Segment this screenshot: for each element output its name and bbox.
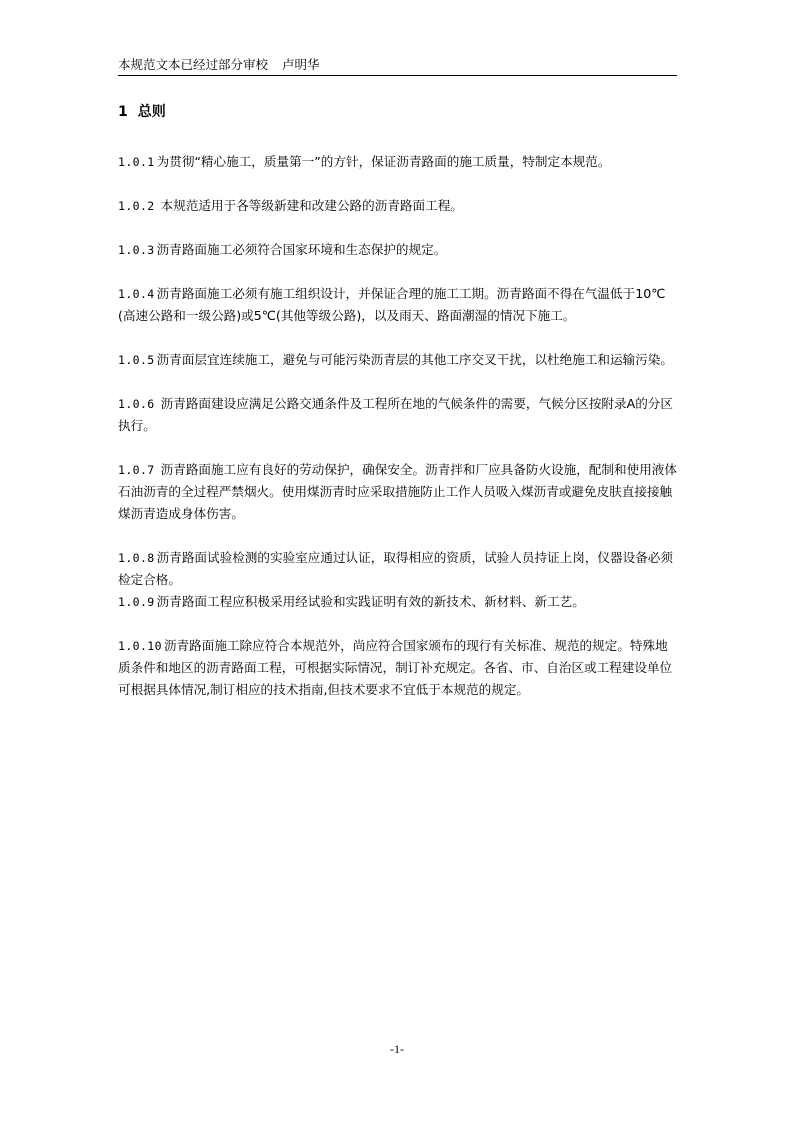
page-footer — [0, 1042, 794, 1057]
page-number: -1- — [390, 1042, 404, 1056]
clause-text: 沥青路面施工必须符合国家环境和生态保护的规定。 — [156, 242, 447, 257]
clause-text: 沥青路面施工必须有施工组织设计，并保证合理的施工工期。沥青路面不得在气温低于10℃(高速公路和一级公路)或5℃(其他等级公路)，以及雨天、路面潮湿的情况下施工。 — [118, 286, 666, 323]
clause-paragraph — [118, 195, 680, 217]
clause-text: 沥青面层宜连续施工，避免与可能污染沥青层的其他工序交叉干扰，以杜绝施工和运输污染。 — [156, 352, 673, 367]
section-title: 总则 — [137, 104, 166, 120]
clause-number: 1.0.4 — [118, 287, 155, 301]
clause-text: 沥青路面施工除应符合本规范外，尚应符合国家颁布的现行有关标准、规范的规定。特殊地质条件和地区的沥青路面工程，可根据实际情况，制订补充规定。各省、市、自治区或工程建设单位可根据具体情况,制订相应的技术指南,但技术要求不宜低于本规范的规定。 — [118, 638, 673, 697]
page-header — [118, 57, 677, 76]
clause-number: 1.0.7 — [118, 463, 155, 477]
section-heading — [118, 103, 166, 121]
clause-text: 沥青路面工程应积极采用经试验和实践证明有效的新技术、新材料、新工艺。 — [156, 594, 585, 609]
clause-number: 1.0.2 — [118, 199, 155, 213]
clause-number: 1.0.8 — [118, 551, 155, 565]
clause-text: 沥青路面建设应满足公路交通条件及工程所在地的气候条件的需要，气候分区按附录A的分区执行。 — [118, 396, 673, 433]
clause-paragraph — [118, 459, 680, 525]
clause-text: 本规范适用于各等级新建和改建公路的沥青路面工程。 — [156, 198, 463, 213]
clause-paragraph — [118, 349, 680, 371]
clause-paragraph — [118, 591, 680, 613]
clause-paragraph — [118, 151, 680, 173]
clause-number: 1.0.5 — [118, 353, 155, 367]
header-reviewer: 卢明华 — [282, 57, 320, 72]
clause-paragraph — [118, 635, 680, 701]
clause-number: 1.0.6 — [118, 397, 155, 411]
clause-paragraph — [118, 283, 680, 327]
clause-text: 沥青路面施工应有良好的劳动保护，确保安全。沥青拌和厂应具备防火设施，配制和使用液体石油沥青的全过程严禁烟火。使用煤沥青时应采取措施防止工作人员吸入煤沥青或避免皮肤直接接触煤沥青造成身体伤害。 — [118, 462, 677, 521]
clause-number: 1.0.9 — [118, 595, 155, 609]
clause-number: 1.0.10 — [118, 639, 162, 653]
clause-number: 1.0.3 — [118, 243, 155, 257]
clause-paragraph — [118, 239, 680, 261]
header-text: 本规范文本已经过部分审校 — [118, 57, 269, 72]
clause-text: 沥青路面试验检测的实验室应通过认证，取得相应的资质，试验人员持证上岗，仪器设备必须检定合格。 — [118, 550, 673, 587]
clause-paragraph — [118, 547, 680, 591]
clause-number: 1.0.1 — [118, 155, 155, 169]
clause-text: 为贯彻“精心施工，质量第一”的方针，保证沥青路面的施工质量，特制定本规范。 — [156, 154, 611, 169]
clause-paragraph — [118, 393, 680, 437]
document-body — [118, 151, 680, 723]
section-number: 1 — [118, 104, 128, 120]
